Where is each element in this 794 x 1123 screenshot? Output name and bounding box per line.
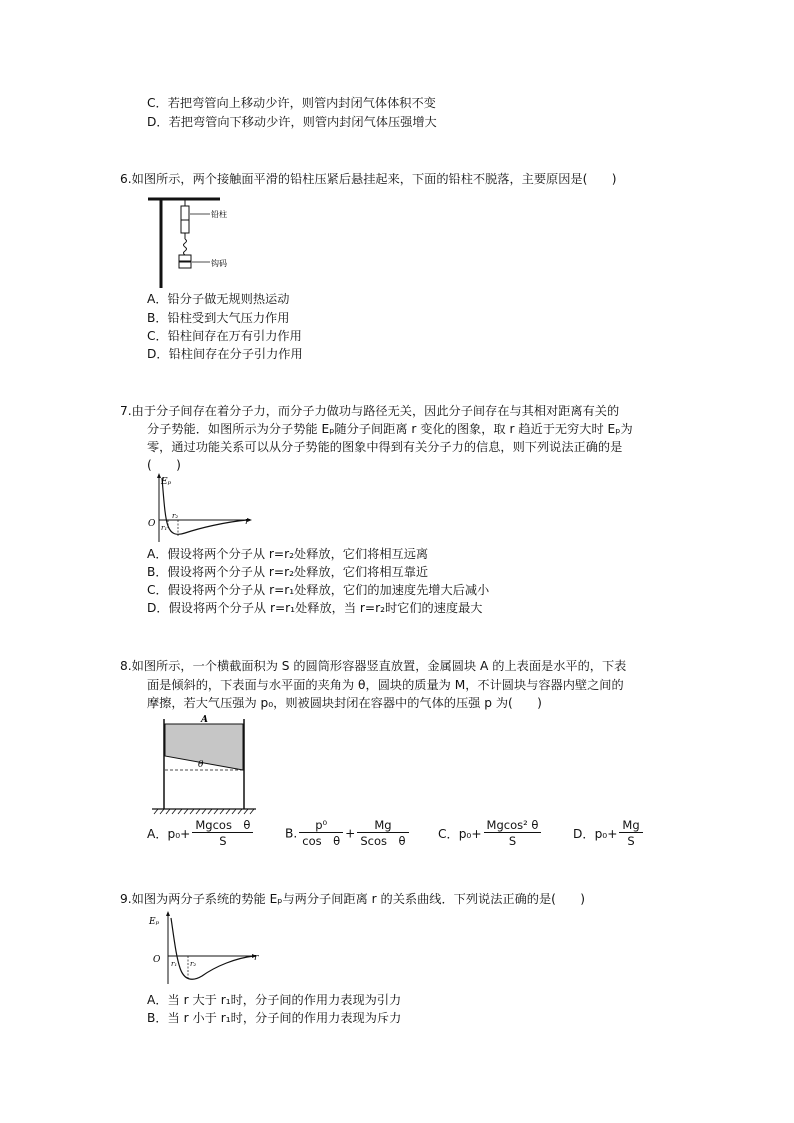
q8-stem-line-2: 面是倾斜的，下表面与水平面的夹角为 θ，圆块的质量为 M，不计圆块与容器内壁之间的 xyxy=(147,678,624,692)
q6-option-b: B．铅柱受到大气压力作用 xyxy=(147,311,290,325)
q8-stem-line-1: 8.如图所示，一个横截面积为 S 的圆筒形容器竖直放置，金属圆块 A 的上表面是水平的，下表 xyxy=(120,659,627,673)
q6-lead-cylinders-figure xyxy=(148,192,258,290)
q9-fig-r1: r₁ xyxy=(171,960,178,968)
q8-stem-line-3: 摩擦，若大气压强为 p₀，则被圆块封闭在容器中的气体的压强 p 为( ) xyxy=(147,696,542,710)
q9-fig-y-label: Eₚ xyxy=(149,917,160,927)
q8-option-b-numerator-1: p⁰ xyxy=(299,818,343,833)
q7-option-d: D．假设将两个分子从 r=r₁处释放，当 r=r₂时它们的速度最大 xyxy=(147,601,483,615)
q8-option-c xyxy=(438,818,543,849)
q7-option-b: B．假设将两个分子从 r=r₂处释放，它们将相互靠近 xyxy=(147,565,429,579)
q8-option-a-denominator: S xyxy=(219,834,227,848)
q6-option-d: D．铅柱间存在分子引力作用 xyxy=(147,347,303,361)
q9-option-b: B．当 r 小于 r₁时，分子间的作用力表现为斥力 xyxy=(147,1011,402,1025)
q9-fig-origin: O xyxy=(153,955,161,965)
q9-stem: 9.如图为两分子系统的势能 Eₚ与两分子间距离 r 的关系曲线．下列说法正确的是( ) xyxy=(120,892,586,906)
q7-option-c: C．假设将两个分子从 r=r₁处释放，它们的加速度先增大后减小 xyxy=(147,583,490,597)
q7-fig-r2: r₂ xyxy=(172,512,179,520)
q8-option-a-numerator: Mgcos θ xyxy=(192,818,253,833)
q8-option-c-numerator: Mgcos² θ xyxy=(484,818,542,833)
q8-option-c-denominator: S xyxy=(508,834,517,848)
q8-fig-theta: θ xyxy=(198,760,204,770)
q6-option-c: C．铅柱间存在万有引力作用 xyxy=(147,329,302,343)
q8-option-d-denominator: S xyxy=(627,834,635,848)
q8-option-d-prefix: D．p₀+ xyxy=(573,827,618,841)
q7-potential-energy-graph xyxy=(145,472,255,544)
q8-fig-label-a: A xyxy=(201,715,208,725)
q7-stem-line-3: 零，通过功能关系可以从分子势能的图象中得到有关分子力的信息，则下列说法正确的是 xyxy=(147,440,623,454)
q6-option-a: A．铅分子做无规则热运动 xyxy=(147,292,290,306)
q7-stem-line-4: ( ) xyxy=(147,458,181,472)
q6-stem: 6.如图所示，两个接触面平滑的铅柱压紧后悬挂起来，下面的铅柱不脱落，主要原因是( ) xyxy=(120,172,617,186)
q9-fig-r-axis: r xyxy=(254,953,259,963)
q9-fig-r2: r₂ xyxy=(190,960,197,968)
q8-option-b-plus: + xyxy=(345,826,356,841)
q9-potential-energy-graph xyxy=(146,910,264,986)
q8-option-b-prefix: B. xyxy=(285,826,298,841)
q7-stem-line-2: 分子势能．如图所示为分子势能 Eₚ随分子间距离 r 变化的图象，取 r 趋近于无穷大时 Eₚ为 xyxy=(147,422,633,436)
q5-option-c: C．若把弯管向上移动少许，则管内封闭气体体积不变 xyxy=(147,96,436,110)
q8-option-b-numerator-2: Mg xyxy=(357,818,408,833)
q8-option-b-denominator-1: cos θ xyxy=(302,834,341,848)
q8-option-c-prefix: C．p₀+ xyxy=(438,827,482,841)
q6-fig-label-weight: 钩码 xyxy=(211,259,227,268)
q8-option-a-prefix: A．p₀+ xyxy=(147,827,191,841)
q8-option-b xyxy=(285,818,411,849)
q7-fig-origin: O xyxy=(148,519,156,529)
q8-option-b-denominator-2: Scos θ xyxy=(360,834,406,848)
q8-option-d-numerator: Mg xyxy=(619,818,642,833)
q7-fig-r1: r₁ xyxy=(161,524,168,532)
q7-stem-line-1: 7.由于分子间存在着分子力，而分子力做功与路径无关，因此分子间存在与其相对距离有关的 xyxy=(120,404,620,418)
q8-option-a xyxy=(147,818,255,849)
q7-fig-y-label: Eₚ xyxy=(161,477,172,487)
q6-fig-label-lead: 铅柱 xyxy=(211,210,227,219)
q7-option-a: A．假设将两个分子从 r=r₂处释放，它们将相互远离 xyxy=(147,547,429,561)
q7-fig-r-axis: r xyxy=(245,517,250,527)
q5-option-d: D．若把弯管向下移动少许，则管内封闭气体压强增大 xyxy=(147,115,437,129)
q8-cylinder-block-figure xyxy=(148,712,260,816)
q9-option-a: A．当 r 大于 r₁时，分子间的作用力表现为引力 xyxy=(147,993,402,1007)
q8-option-d xyxy=(573,818,645,849)
